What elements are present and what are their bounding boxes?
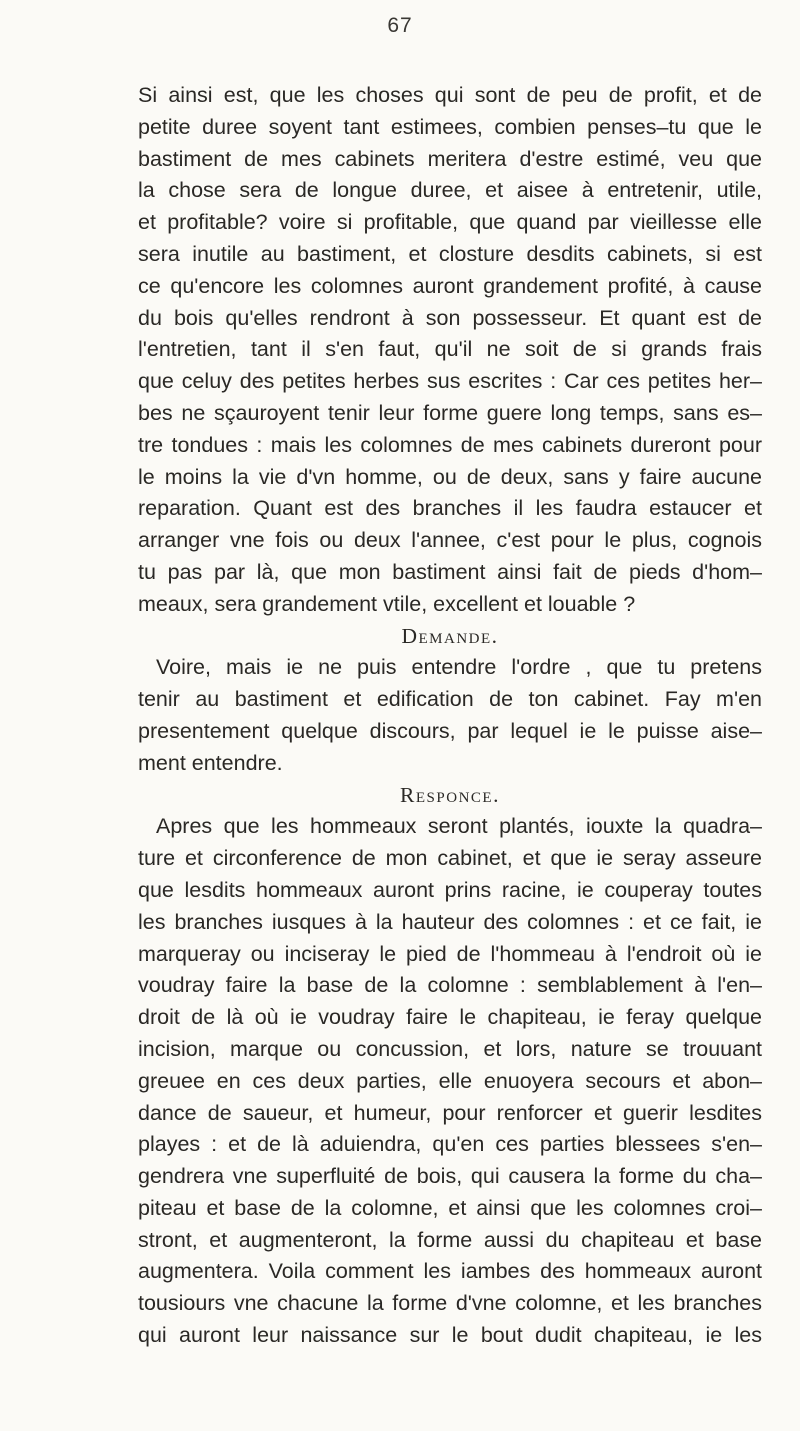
heading-responce: Responce. (400, 782, 500, 807)
text-line: et profitable? voire si profitable, que quand par vieillesse elle (138, 210, 762, 235)
text-line: tenir au bastiment et edification de ton cabinet. Fay m'en (138, 687, 762, 712)
text-line: ment entendre. (138, 750, 283, 775)
text-line: augmentera. Voila comment les iambes des hommeaux auront (138, 1259, 762, 1284)
text-line: tre tondues : mais les colomnes de mes cabinets dureront pour (138, 432, 762, 457)
text-line: le moins la vie d'vn homme, ou de deux, sans y faire aucune (138, 464, 762, 489)
text-line: que celuy des petites herbes sus escrites : Car ces petites her– (138, 369, 762, 394)
text-line: Apres que les hommeaux seront plantés, iouxte la quadra– (156, 814, 762, 839)
text-line: tousiours vne chacune la forme d'vne colomne, et les branches (138, 1291, 762, 1316)
text-line: sera inutile au bastiment, et closture desdits cabinets, si est (138, 241, 762, 266)
text-line: meaux, sera grandement vtile, excellent et louable ? (138, 591, 636, 616)
text-line: reparation. Quant est des branches il les faudra estaucer et (138, 496, 762, 521)
text-line: bes ne sçauroyent tenir leur forme guere long temps, sans es– (138, 400, 762, 425)
heading-demande: Demande. (401, 623, 499, 648)
text-block (138, 80, 762, 1352)
text-line: dance de saueur, et humeur, pour renforcer et guerir lesdites (138, 1100, 762, 1125)
text-line: les branches iusques à la hauteur des colomnes : et ce fait, ie (138, 909, 762, 934)
text-line: stront, et augmenteront, la forme aussi du chapiteau et base (138, 1227, 762, 1252)
text-line: bastiment de mes cabinets meritera d'estre estimé, veu que (138, 146, 762, 171)
text-line: Voire, mais ie ne puis entendre l'ordre , que tu pretens (156, 655, 762, 680)
text-line: la chose sera de longue duree, et aisee à entretenir, utile, (138, 178, 762, 203)
text-line: petite duree soyent tant estimees, combien penses–tu que le (138, 114, 762, 139)
paragraph-responce (138, 811, 762, 1352)
paragraph-intro (138, 80, 762, 621)
text-line: arranger vne fois ou deux l'annee, c'est pour le plus, cognois (138, 528, 762, 553)
text-line: greuee en ces deux parties, elle enuoyera secours et abon– (138, 1068, 762, 1093)
text-line: gendrera vne superfluité de bois, qui causera la forme du cha– (138, 1164, 762, 1189)
text-line: presentement quelque discours, par lequel ie le puisse aise– (138, 718, 762, 743)
text-line: ce qu'encore les colomnes auront grandement profité, à cause (138, 273, 762, 298)
text-line: marqueray ou inciseray le pied de l'hommeau à l'endroit où ie (138, 941, 762, 966)
text-line: droit de là où ie voudray faire le chapiteau, ie feray quelque (138, 1005, 762, 1030)
text-line: piteau et base de la colomne, et ainsi que les colomnes croi– (138, 1195, 762, 1220)
text-line: que lesdits hommeaux auront prins racine, ie couperay toutes (138, 877, 762, 902)
text-line: du bois qu'elles rendront à son possesseur. Et quant est de (138, 305, 762, 330)
text-line: ture et circonference de mon cabinet, et que ie seray asseure (138, 846, 762, 871)
page-number: 67 (387, 14, 413, 37)
paragraph-demande (138, 652, 762, 779)
text-line: incision, marque ou concussion, et lors, nature se trouuant (138, 1036, 762, 1061)
text-line: l'entretien, tant il s'en faut, qu'il ne soit de si grands frais (138, 337, 762, 362)
text-line: qui auront leur naissance sur le bout dudit chapiteau, ie les (138, 1323, 762, 1348)
text-line: tu pas par là, que mon bastiment ainsi fait de pieds d'hom– (138, 559, 762, 584)
text-line: playes : et de là aduiendra, qu'en ces parties blessees s'en– (138, 1132, 762, 1157)
text-line: Si ainsi est, que les choses qui sont de peu de profit, et de (138, 83, 762, 107)
text-line: voudray faire la base de la colomne : semblablement à l'en– (138, 973, 762, 998)
